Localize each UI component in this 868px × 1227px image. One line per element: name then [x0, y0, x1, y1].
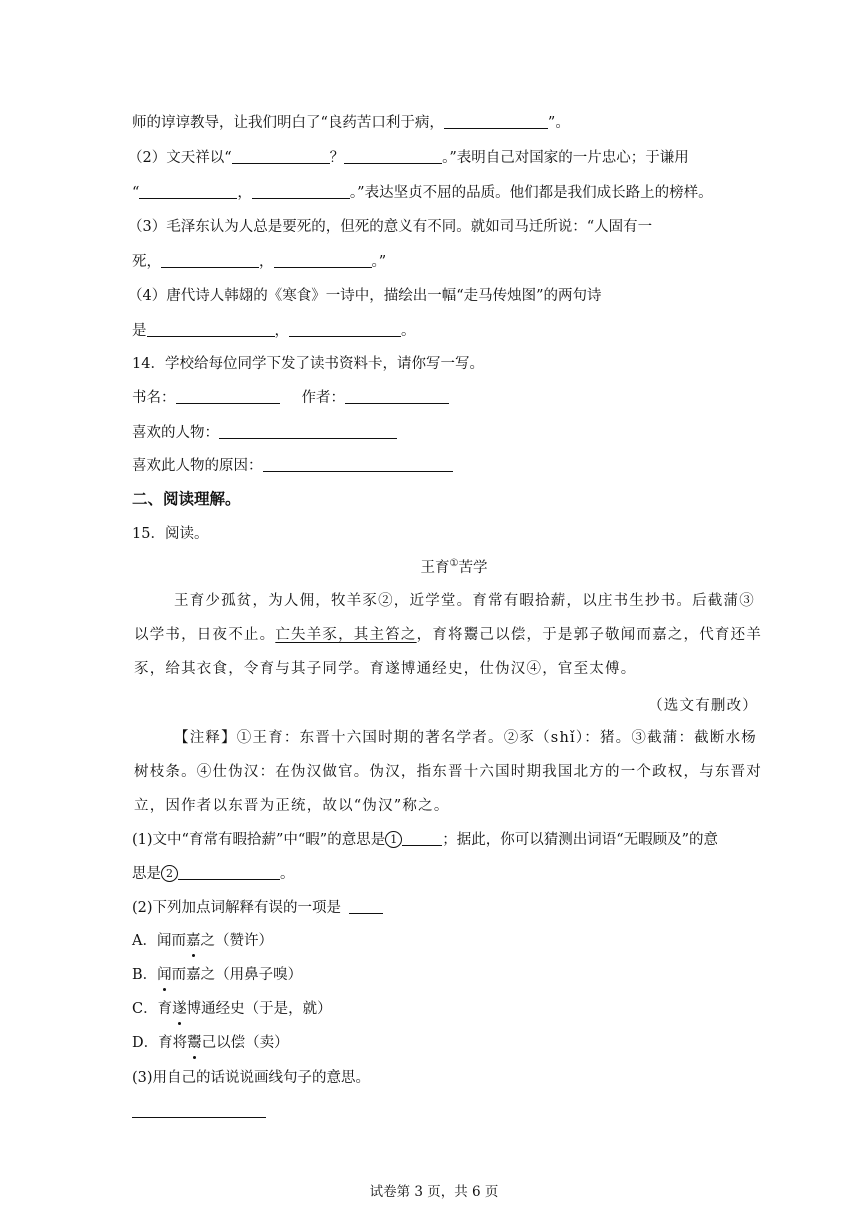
option-d[interactable]: D．育将鬻己以偿（卖） — [132, 1035, 289, 1051]
author-blank[interactable] — [345, 389, 449, 404]
q15-sub2-prompt: (2)下列加点词解释有误的一项是 — [132, 898, 383, 918]
reason-blank[interactable] — [263, 457, 453, 472]
answer-blank[interactable] — [289, 322, 401, 337]
notes-line-3: 立，因作者以东晋为正统，故以“伪汉”称之。 — [134, 798, 450, 814]
passage-line-3: 豕，给其衣食，令育与其子同学。育遂博通经史，仕伪汉④，官至太傅。 — [134, 661, 637, 677]
q14-reason-line: 喜欢此人物的原因： — [132, 456, 453, 476]
circled-number: 2 — [161, 865, 178, 882]
q13-part1-line: 师的谆谆教导，让我们明白了“良药苦口利于病， ”。 — [132, 115, 570, 131]
answer-blank[interactable] — [252, 184, 350, 199]
q15-sub3-prompt: (3)用自己的话说说画线句子的意思。 — [132, 1070, 371, 1086]
option-b[interactable]: B．闻而嘉之（用鼻子嗅） — [132, 967, 303, 983]
q14-book-author-line — [132, 388, 449, 408]
notes-line-2: 树枝条。④仕伪汉：在伪汉做官。伪汉，指东晋十六国时期我国北方的一个政权，与东晋对 — [134, 764, 762, 780]
answer-blank[interactable] — [178, 865, 280, 880]
answer-blank[interactable] — [161, 253, 259, 268]
circled-number: 1 — [385, 831, 402, 848]
answer-blank[interactable] — [402, 831, 442, 846]
q14-prompt: 14．学校给每位同学下发了读书资料卡，请你写一写。 — [132, 356, 484, 372]
q13-part4-line1: （4）唐代诗人韩翃的《寒食》一诗中，描绘出一幅“走马传烛图”的两句诗 — [128, 288, 602, 304]
character-blank[interactable] — [219, 424, 397, 439]
q15-sub1-line2: 思是 2 。 — [132, 866, 295, 882]
page-footer: 试卷第 3 页，共 6 页 — [369, 1184, 499, 1200]
q13-part4-line2: 是 ， 。 — [132, 323, 416, 339]
answer-blank[interactable] — [147, 322, 275, 337]
book-label: 书名： — [132, 390, 176, 406]
option-c[interactable]: C．育遂博通经史（于是，就） — [132, 1001, 332, 1017]
answer-line[interactable] — [132, 1117, 266, 1118]
underlined-sentence: 亡失羊豕，其主笞之 — [275, 627, 417, 643]
option-a[interactable]: A．闻而嘉之（赞许） — [132, 933, 273, 949]
passage-line-2: 以学书，日夜不止。亡失羊豕，其主笞之，育将鬻己以偿，于是郭子敬闻而嘉之，代育还羊 — [134, 627, 763, 643]
section-heading: 二、阅读理解。 — [132, 489, 241, 508]
q13-part2-line1: （2）文天祥以“ ？ 。”表明自己对国家的一片忠心；于谦用 — [128, 150, 689, 166]
answer-blank[interactable] — [274, 253, 372, 268]
passage-line-1: 王育少孤贫，为人佣，牧羊豕②，近学堂。育常有暇拾薪，以庄书生抄书。后截蒲③ — [174, 593, 755, 609]
answer-blank[interactable] — [232, 149, 330, 164]
answer-blank[interactable] — [139, 184, 237, 199]
q13-part3-line2: 死， ， 。” — [132, 254, 387, 270]
q13-part3-line1: （3）毛泽东认为人总是要死的，但死的意义有不同。就如司马迁所说：“人固有一 — [128, 219, 653, 235]
q15-prompt: 15．阅读。 — [132, 526, 209, 542]
book-name-blank[interactable] — [176, 389, 280, 404]
q15-sub1-line1: (1)文中“育常有暇拾薪”中“暇”的意思是 1 ；据此，你可以猜测出词语“无暇顾及”的意 — [132, 832, 719, 848]
q13-part2-line2: “ ， 。”表达坚贞不屈的品质。他们都是我们成长路上的榜样。 — [132, 185, 713, 201]
q14-character-line: 喜欢的人物： — [132, 423, 397, 443]
answer-blank[interactable] — [349, 899, 383, 914]
answer-blank[interactable] — [344, 149, 442, 164]
passage-title: 王育①苦学 — [420, 558, 488, 576]
notes-line-1: 【注释】①王育：东晋十六国时期的著名学者。②豕（shǐ）：猪。③截蒲：截断水杨 — [174, 730, 757, 746]
author-label: 作者： — [301, 390, 345, 406]
answer-blank[interactable] — [444, 114, 548, 129]
passage-source: （选文有删改） — [648, 698, 758, 714]
